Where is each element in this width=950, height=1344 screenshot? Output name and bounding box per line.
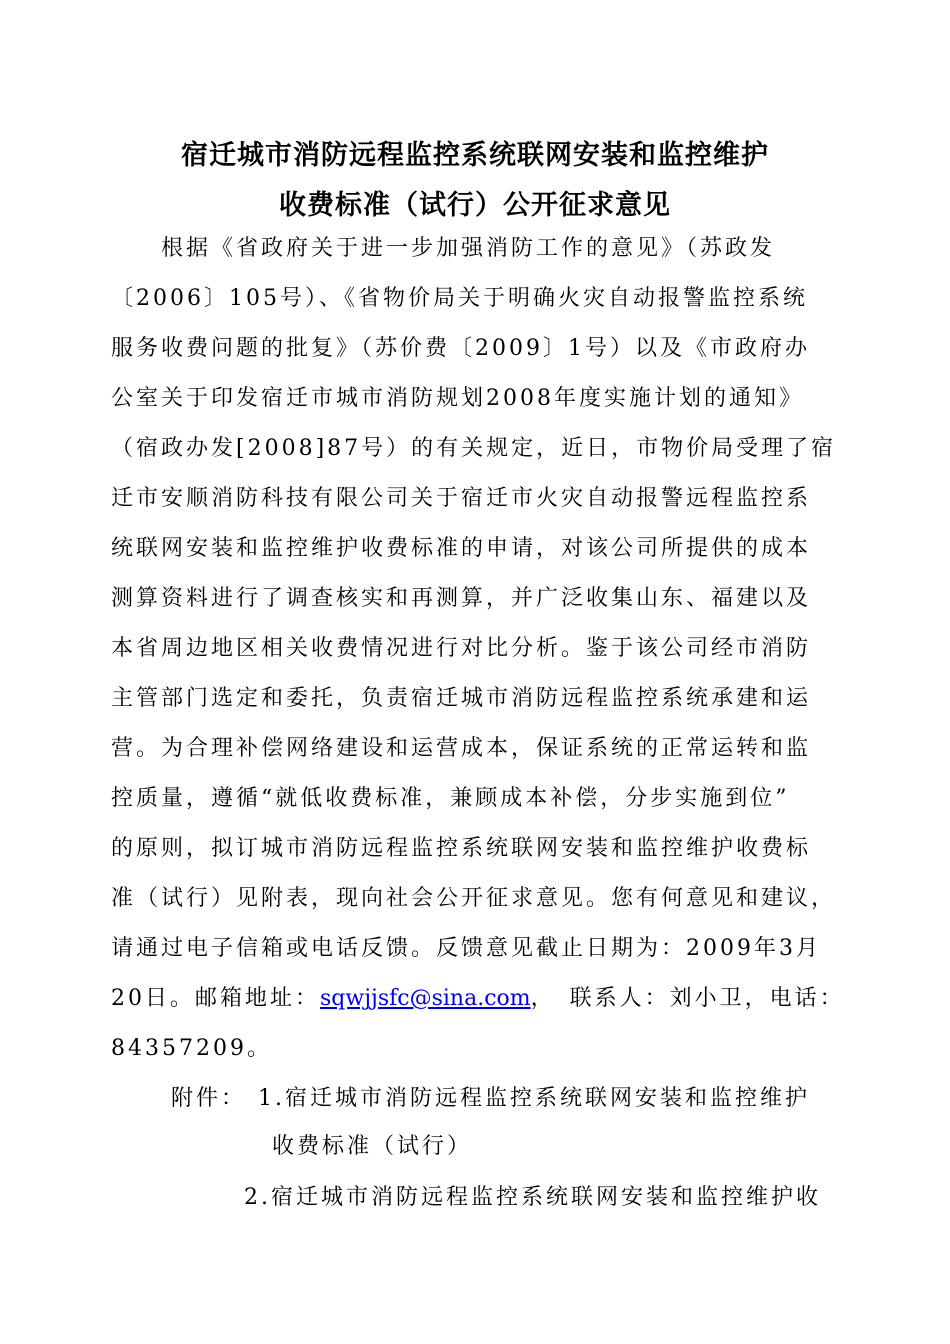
document-title-line-2: 收费标准（试行）公开征求意见 xyxy=(279,190,671,221)
body-line: 营。为合理补偿网络建设和运营成本，保证系统的正常运转和监 xyxy=(111,736,812,761)
body-line: 请通过电子信箱或电话反馈。反馈意见截止日期为：2009年3月 xyxy=(111,936,821,961)
attachments-label: 附件： xyxy=(171,1086,247,1111)
body-line: 迁市安顺消防科技有限公司关于宿迁市火灾自动报警远程监控系 xyxy=(111,486,812,511)
contact-info: ， 联系人：刘小卫，电话： xyxy=(530,986,845,1011)
body-line: （宿政办发[2008]87号）的有关规定，近日，市物价局受理了宿 xyxy=(111,436,837,461)
contact-line xyxy=(111,984,845,1014)
body-line: 准（试行）见附表，现向社会公开征求意见。您有何意见和建议， xyxy=(111,886,837,911)
body-line: 的原则，拟订城市消防远程监控系统联网安装和监控维护收费标 xyxy=(111,836,812,861)
attachment-item-1: 1.宿迁城市消防远程监控系统联网安装和监控维护 xyxy=(258,1086,810,1111)
body-line: 公室关于印发宿迁市城市消防规划2008年度实施计划的通知》 xyxy=(111,386,804,411)
attachment-item-1-continued: 收费标准（试行） xyxy=(272,1134,473,1159)
body-line: 根据《省政府关于进一步加强消防工作的意见》（苏政发 xyxy=(111,236,776,261)
body-line: 统联网安装和监控维护收费标准的申请，对该公司所提供的成本 xyxy=(111,536,812,561)
phone-number: 84357209。 xyxy=(111,1036,272,1061)
attachment-item-2: 2.宿迁城市消防远程监控系统联网安装和监控维护收 xyxy=(244,1185,821,1210)
body-line: 〔2006〕105号）、《省物价局关于明确火灾自动报警监控系统 xyxy=(111,286,808,311)
body-line: 本省周边地区相关收费情况进行对比分析。鉴于该公司经市消防 xyxy=(111,636,812,661)
body-line: 测算资料进行了调查核实和再测算，并广泛收集山东、福建以及 xyxy=(111,586,812,611)
body-line: 服务收费问题的批复》（苏价费〔2009〕1号）以及《市政府办 xyxy=(111,336,810,361)
document-title-line-1: 宿迁城市消防远程监控系统联网安装和监控维护 xyxy=(181,140,769,171)
body-line: 控质量，遵循“就低收费标准，兼顾成本补偿，分步实施到位” xyxy=(111,786,790,811)
email-label: 20日。邮箱地址： xyxy=(111,986,320,1011)
email-link[interactable]: sqwjjsfc@sina.com xyxy=(320,986,531,1011)
body-line: 主管部门选定和委托，负责宿迁城市消防远程监控系统承建和运 xyxy=(111,686,812,711)
